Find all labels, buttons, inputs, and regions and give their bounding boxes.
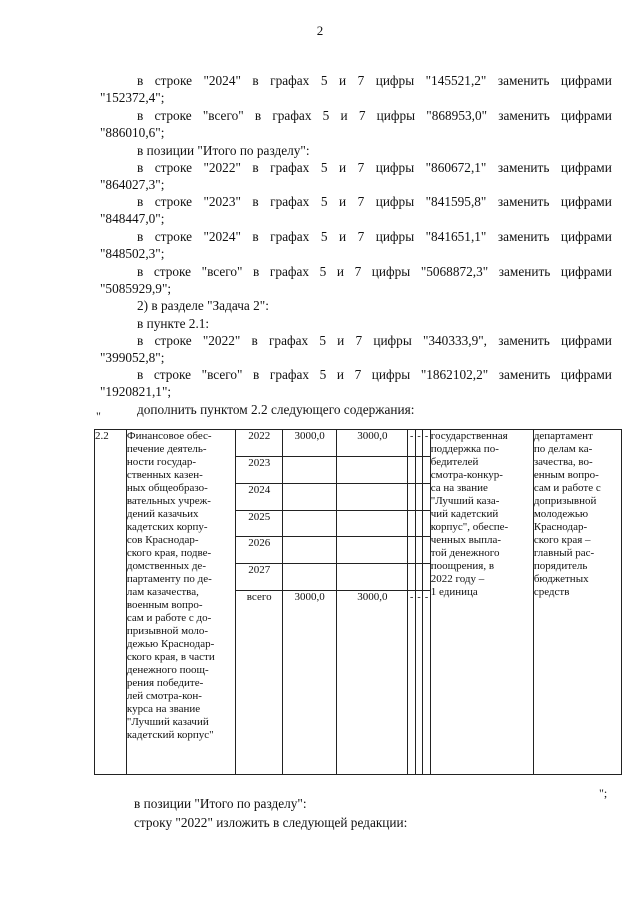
- word: строке: [153, 264, 192, 279]
- paragraph-line-continuation: "848502,3";: [100, 246, 165, 261]
- word: и: [338, 160, 347, 175]
- amount-regional-cell: [337, 483, 408, 510]
- description-line: дежью Краснодар-: [126, 638, 215, 650]
- word: в: [137, 229, 144, 244]
- indicator-line: бедителей: [430, 456, 479, 468]
- paragraph-line-continuation: "1920821,1";: [100, 384, 172, 399]
- word: 5: [319, 264, 327, 279]
- description-line: сам и работе с до-: [126, 612, 212, 624]
- description-line: ского края, в части: [126, 651, 215, 663]
- word: "841651,1": [425, 229, 487, 244]
- word: в: [137, 264, 144, 279]
- description-line: призывной моло-: [126, 625, 209, 637]
- indicator-cell: [430, 430, 533, 775]
- word: и: [337, 333, 345, 348]
- indicator-line: чий кадетский: [430, 508, 499, 520]
- word: 7: [358, 108, 366, 123]
- indicator-line: са на звание: [430, 482, 488, 494]
- dash-cell: -: [415, 591, 422, 775]
- word: в: [252, 160, 259, 175]
- word: в: [137, 108, 144, 123]
- paragraph-line: [137, 73, 612, 89]
- word: и: [336, 367, 344, 382]
- dash-cell: [423, 483, 430, 510]
- word: "2024": [203, 229, 241, 244]
- dash-cell: -: [408, 430, 415, 457]
- dash-cell: [423, 564, 430, 591]
- word: в: [137, 73, 144, 88]
- word: цифрами: [560, 160, 612, 175]
- description-line: курса на звание: [126, 703, 201, 715]
- paragraph-line: [137, 160, 612, 176]
- executor-line: по делам ка-: [533, 443, 593, 455]
- word: "5068872,3": [420, 264, 489, 279]
- year-cell: 2027: [236, 564, 283, 591]
- description-line: печение деятель-: [126, 443, 207, 455]
- amount-total-cell: [283, 510, 337, 537]
- word: 5: [320, 194, 328, 209]
- word: графах: [269, 264, 310, 279]
- word: и: [340, 108, 348, 123]
- word: 5: [320, 229, 328, 244]
- word: "868953,0": [426, 108, 488, 123]
- description-line: кадетский корпус": [126, 729, 214, 741]
- amount-regional-cell: 3000,0: [337, 430, 408, 457]
- word: 7: [357, 160, 365, 175]
- word: и: [338, 194, 347, 209]
- description-line: ского края, подве-: [126, 547, 212, 559]
- word: 7: [357, 229, 365, 244]
- paragraph-line-continuation: "864027,3";: [100, 177, 165, 192]
- paragraph-line: [137, 367, 612, 383]
- open-quote: ": [96, 409, 101, 423]
- description-line: денежного поощ-: [126, 664, 209, 676]
- word: строке: [154, 333, 192, 348]
- word: цифры: [375, 73, 415, 88]
- word: заменить: [498, 108, 550, 123]
- word: заменить: [498, 333, 550, 348]
- description-line: сов Краснодар-: [126, 534, 199, 546]
- word: 5: [322, 108, 330, 123]
- word: "2023": [203, 194, 241, 209]
- amount-regional-cell: [337, 537, 408, 564]
- year-cell: 2023: [236, 456, 283, 483]
- description-line: ности государ-: [126, 456, 197, 468]
- dash-cell: [423, 537, 430, 564]
- executor-line: зачества, во-: [533, 456, 593, 468]
- word: "841595,8": [425, 194, 487, 209]
- paragraph-line: [137, 194, 612, 210]
- word: "1862102,2": [420, 367, 489, 382]
- word: "340333,9",: [422, 333, 487, 348]
- paragraph-line-continuation: "886010,6";: [100, 125, 165, 140]
- paragraph-line-continuation: "152372,4";: [100, 90, 165, 105]
- paragraph-line: [137, 333, 612, 349]
- paragraph-line-continuation: "399052,8";: [100, 350, 165, 365]
- word: заменить: [497, 73, 550, 88]
- dash-cell: [423, 510, 430, 537]
- word: и: [338, 229, 347, 244]
- executor-line: молодежью: [533, 508, 589, 520]
- executor-line: средств: [533, 586, 570, 598]
- executor-cell: [533, 430, 621, 775]
- paragraph-line: 2) в разделе "Задача 2":: [137, 298, 269, 313]
- year-cell: 2024: [236, 483, 283, 510]
- executor-line: главный рас-: [533, 547, 595, 559]
- word: цифрами: [560, 229, 612, 244]
- indicator-line: государственная: [430, 430, 508, 442]
- word: цифрами: [560, 367, 612, 382]
- word: "2022": [202, 333, 241, 348]
- paragraph-line: [137, 108, 612, 124]
- program-table: [94, 429, 622, 775]
- year-cell: всего: [236, 591, 283, 775]
- word: в: [137, 333, 144, 348]
- indicator-line: "Лучший каза-: [430, 495, 500, 507]
- word: "всего": [201, 264, 243, 279]
- dash-cell: [408, 537, 415, 564]
- amount-total-cell: [283, 483, 337, 510]
- dash-cell: [415, 510, 422, 537]
- indicator-line: поощрения, в: [430, 560, 495, 572]
- word: "145521,2": [425, 73, 487, 88]
- close-quote: ";: [599, 786, 608, 800]
- word: заменить: [497, 160, 550, 175]
- paragraph-line: [137, 229, 612, 245]
- word: заменить: [497, 229, 550, 244]
- table-row: [95, 430, 622, 457]
- paragraph-line: дополнить пунктом 2.2 следующего содержания:: [137, 402, 415, 417]
- executor-line: департамент: [533, 430, 593, 442]
- executor-line: сам и работе с: [533, 482, 601, 494]
- word: цифры: [371, 367, 411, 382]
- word: графах: [269, 367, 310, 382]
- dash-cell: [415, 564, 422, 591]
- amount-total-cell: [283, 456, 337, 483]
- word: графах: [270, 160, 310, 175]
- indicator-line: ченных выпла-: [430, 534, 502, 546]
- word: строке: [154, 108, 192, 123]
- dash-cell: [408, 456, 415, 483]
- word: "2024": [203, 73, 241, 88]
- description-line: ных общеобразо-: [126, 482, 208, 494]
- word: и: [338, 73, 347, 88]
- word: цифры: [375, 160, 415, 175]
- after-line-2: строку "2022" изложить в следующей редакции:: [134, 815, 408, 830]
- word: заменить: [498, 264, 551, 279]
- description-line: рения победите-: [126, 677, 204, 689]
- dash-cell: -: [415, 430, 422, 457]
- indicator-line: 2022 году –: [430, 573, 485, 585]
- dash-cell: [423, 456, 430, 483]
- dash-cell: -: [423, 430, 430, 457]
- word: в: [137, 160, 144, 175]
- description-line: кадетских корпу-: [126, 521, 208, 533]
- word: 5: [319, 333, 326, 348]
- word: 7: [354, 264, 362, 279]
- description-line: дений казачьих: [126, 508, 199, 520]
- word: цифры: [373, 333, 412, 348]
- word: цифры: [375, 194, 415, 209]
- word: в: [251, 333, 258, 348]
- indicator-line: поддержка по-: [430, 443, 499, 455]
- indicator-line: смотра-конкур-: [430, 469, 503, 481]
- description-line: ственных казен-: [126, 469, 203, 481]
- word: 7: [355, 333, 363, 348]
- word: строке: [154, 229, 192, 244]
- word: цифры: [376, 108, 416, 123]
- executor-line: допризывной: [533, 495, 597, 507]
- paragraph-line: [137, 264, 612, 280]
- word: графах: [272, 108, 312, 123]
- word: строке: [154, 73, 192, 88]
- dash-cell: [415, 537, 422, 564]
- dash-cell: [408, 564, 415, 591]
- word: строке: [154, 194, 192, 209]
- word: графах: [270, 194, 310, 209]
- word: строке: [154, 160, 192, 175]
- description-line: партаменту по де-: [126, 573, 212, 585]
- word: цифры: [371, 264, 411, 279]
- indicator-line: той денежного: [430, 547, 500, 559]
- dash-cell: [408, 510, 415, 537]
- description-line: вательных учреж-: [126, 495, 211, 507]
- word: 7: [354, 367, 362, 382]
- executor-line: порядитель: [533, 560, 588, 572]
- amount-regional-cell: 3000,0: [337, 591, 408, 775]
- dash-cell: -: [408, 591, 415, 775]
- word: в: [254, 108, 262, 123]
- dash-cell: [415, 456, 422, 483]
- description-line: "Лучший казачий: [126, 716, 209, 728]
- word: графах: [268, 333, 309, 348]
- word: цифры: [375, 229, 415, 244]
- word: цифрами: [560, 333, 612, 348]
- word: в: [252, 194, 259, 209]
- word: "всего": [202, 108, 244, 123]
- word: в: [137, 367, 144, 382]
- amount-regional-cell: [337, 564, 408, 591]
- amount-total-cell: 3000,0: [283, 430, 337, 457]
- description-line: лей смотра-кон-: [126, 690, 202, 702]
- word: "860672,1": [425, 160, 487, 175]
- executor-line: енным вопро-: [533, 469, 599, 481]
- word: "всего": [201, 367, 243, 382]
- executor-line: Краснодар-: [533, 521, 588, 533]
- year-cell: 2022: [236, 430, 283, 457]
- word: цифрами: [560, 264, 612, 279]
- word: графах: [270, 229, 310, 244]
- executor-line: бюджетных: [533, 573, 589, 585]
- word: цифрами: [560, 108, 612, 123]
- dash-cell: [408, 483, 415, 510]
- executor-line: ского края –: [533, 534, 591, 546]
- indicator-line: 1 единица: [430, 586, 478, 598]
- dash-cell: -: [423, 591, 430, 775]
- after-line-1: в позиции "Итого по разделу":: [134, 796, 307, 811]
- paragraph-line: в позиции "Итого по разделу":: [137, 143, 310, 158]
- word: в: [253, 367, 260, 382]
- paragraph-line-continuation: "5085929,9";: [100, 281, 172, 296]
- item-number: 2.2: [95, 430, 127, 775]
- word: "2022": [203, 160, 241, 175]
- description-line: Финансовое обес-: [126, 430, 212, 442]
- word: в: [252, 73, 259, 88]
- amount-regional-cell: [337, 456, 408, 483]
- page-number: 2: [316, 23, 324, 38]
- paragraph-line-continuation: "848447,0";: [100, 211, 165, 226]
- word: в: [252, 229, 259, 244]
- word: и: [336, 264, 344, 279]
- amount-regional-cell: [337, 510, 408, 537]
- indicator-line: корпус", обеспе-: [430, 521, 509, 533]
- amount-total-cell: [283, 537, 337, 564]
- amount-total-cell: [283, 564, 337, 591]
- item-description: [126, 430, 235, 775]
- dash-cell: [415, 483, 422, 510]
- description-line: лам казачества,: [126, 586, 199, 598]
- word: 5: [320, 73, 328, 88]
- description-line: военным вопро-: [126, 599, 203, 611]
- word: 5: [320, 160, 328, 175]
- word: цифрами: [560, 73, 612, 88]
- description-line: домственных де-: [126, 560, 206, 572]
- word: 5: [319, 367, 327, 382]
- word: в: [137, 194, 144, 209]
- word: 7: [357, 194, 365, 209]
- word: 7: [357, 73, 365, 88]
- word: в: [253, 264, 260, 279]
- paragraph-line: в пункте 2.1:: [137, 316, 210, 331]
- amount-total-cell: 3000,0: [283, 591, 337, 775]
- word: графах: [270, 73, 310, 88]
- word: заменить: [497, 194, 550, 209]
- year-cell: 2025: [236, 510, 283, 537]
- year-cell: 2026: [236, 537, 283, 564]
- word: строке: [153, 367, 192, 382]
- word: заменить: [498, 367, 551, 382]
- word: цифрами: [560, 194, 612, 209]
